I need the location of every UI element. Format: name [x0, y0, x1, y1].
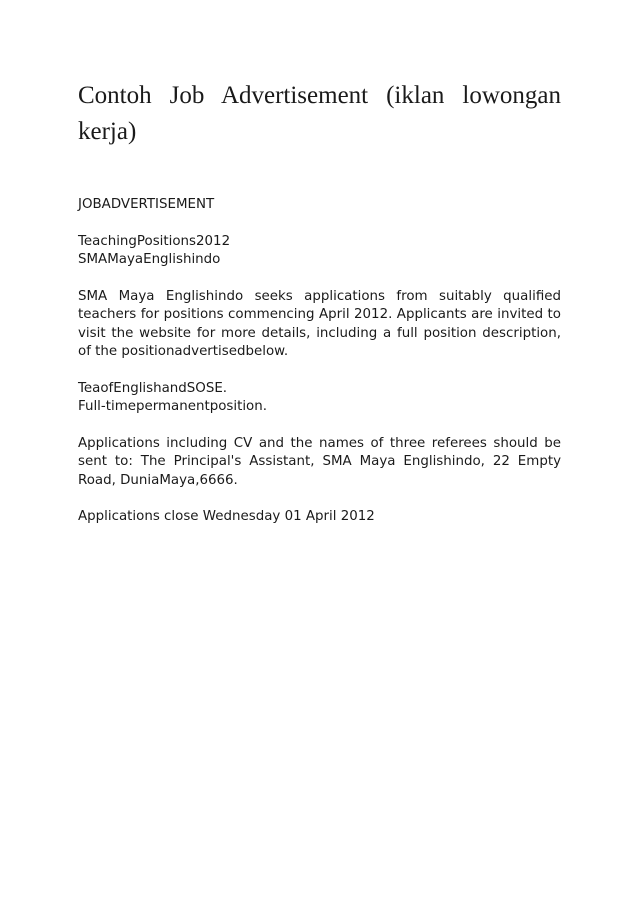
school-line: SMAMayaEnglishindo	[78, 252, 221, 267]
positions-block	[78, 233, 561, 270]
position-block	[78, 380, 561, 417]
intro-paragraph: SMA Maya Englishindo seeks applications from suitably qualified teachers for positions commencing April 2012. Applicants are invited to visit the website for more details, including a full position description, of the positionadvertisedbelow.	[78, 288, 561, 359]
application-paragraph: Applications including CV and the names of three referees should be sent to: The Principal's Assistant, SMA Maya Englishindo, 22 Empty Road, DuniaMaya,6666.	[78, 435, 561, 488]
document-page	[78, 78, 561, 545]
position-type: Full-timepermanentposition.	[78, 399, 267, 414]
document-title: Contoh Job Advertisement (iklan lowongan kerja)	[78, 82, 561, 145]
closing-line: Applications close Wednesday 01 April 2012	[78, 509, 375, 524]
position-title: TeaofEnglishandSOSE.	[78, 380, 228, 396]
positions-line: TeachingPositions2012	[78, 233, 231, 249]
advertisement-heading: JOBADVERTISEMENT	[78, 197, 215, 212]
